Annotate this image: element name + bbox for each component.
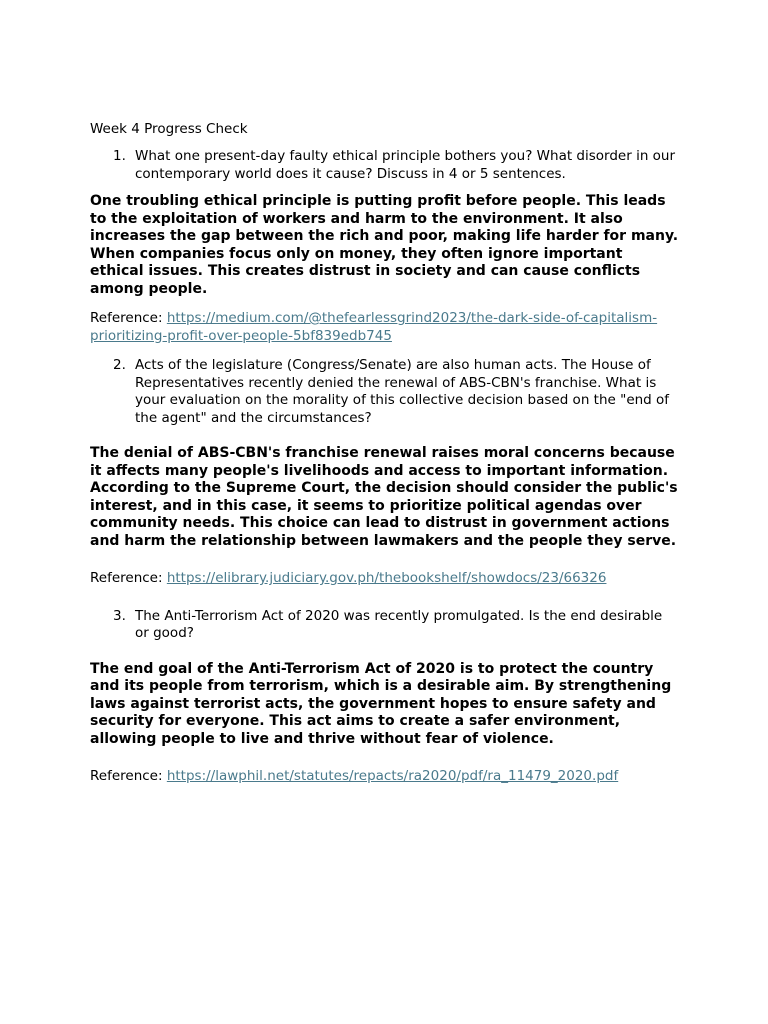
answer-3: The end goal of the Anti-Terrorism Act of 2020 is to protect the country and its people from terrorism, which is a desirable aim. By strengthening laws against terrorist acts, the government hopes to ensure safety and security for everyone. This act aims to create a safer environment, allowing people to live and thrive without fear of violence. [90, 660, 672, 747]
reference-link[interactable]: https://medium.com/@thefearlessgrind2023/the-dark-side-of-capitalism-prioritizing-profit-over-people-5bf839edb745 [90, 310, 658, 344]
question-text: What one present-day faulty ethical principle bothers you? What disorder in our contemporary world does it cause? Discuss in 4 or 5 sentences. [135, 148, 676, 182]
question-number: 3. [113, 607, 126, 624]
question-2 [90, 357, 680, 427]
answer-2: The denial of ABS-CBN's franchise renewal raises moral concerns because it affects many people's livelihoods and access to important information. According to the Supreme Court, the decision should consider the public's interest, and in this case, it seems to prioritize political agendas over community needs. This choice can lead to distrust in government actions and harm the relationship between lawmakers and the people they serve. [90, 445, 678, 549]
reference-3 [90, 768, 680, 786]
question-number: 2. [113, 357, 126, 373]
question-number: 1. [113, 148, 126, 164]
reference-label: Reference: [90, 570, 167, 586]
reference-label: Reference: [90, 768, 167, 784]
question-text: The Anti-Terrorism Act of 2020 was recently promulgated. Is the end desirable or good? [135, 607, 663, 641]
reference-1 [90, 310, 680, 345]
reference-2 [90, 570, 680, 588]
document-title: Week 4 Progress Check [90, 121, 248, 137]
question-1 [90, 148, 680, 183]
question-3 [90, 608, 680, 643]
answer-1: One troubling ethical principle is putting profit before people. This leads to the exploitation of workers and harm to the environment. It also increases the gap between the rich and poor, making life harder for many. When companies focus only on money, they often ignore important ethical issues. This creates distrust in society and can cause conflicts among people. [90, 193, 679, 297]
question-text: Acts of the legislature (Congress/Senate) are also human acts. The House of Representatives recently denied the renewal of ABS-CBN's franchise. What is your evaluation on the morality of this collective decision based on the "end of the agent" and the circumstances? [135, 357, 670, 426]
reference-link[interactable]: https://lawphil.net/statutes/repacts/ra2020/pdf/ra_11479_2020.pdf [166, 768, 619, 784]
document-page [90, 120, 680, 798]
reference-link[interactable]: https://elibrary.judiciary.gov.ph/thebookshelf/showdocs/23/66326 [166, 570, 607, 586]
reference-label: Reference: [90, 310, 167, 326]
